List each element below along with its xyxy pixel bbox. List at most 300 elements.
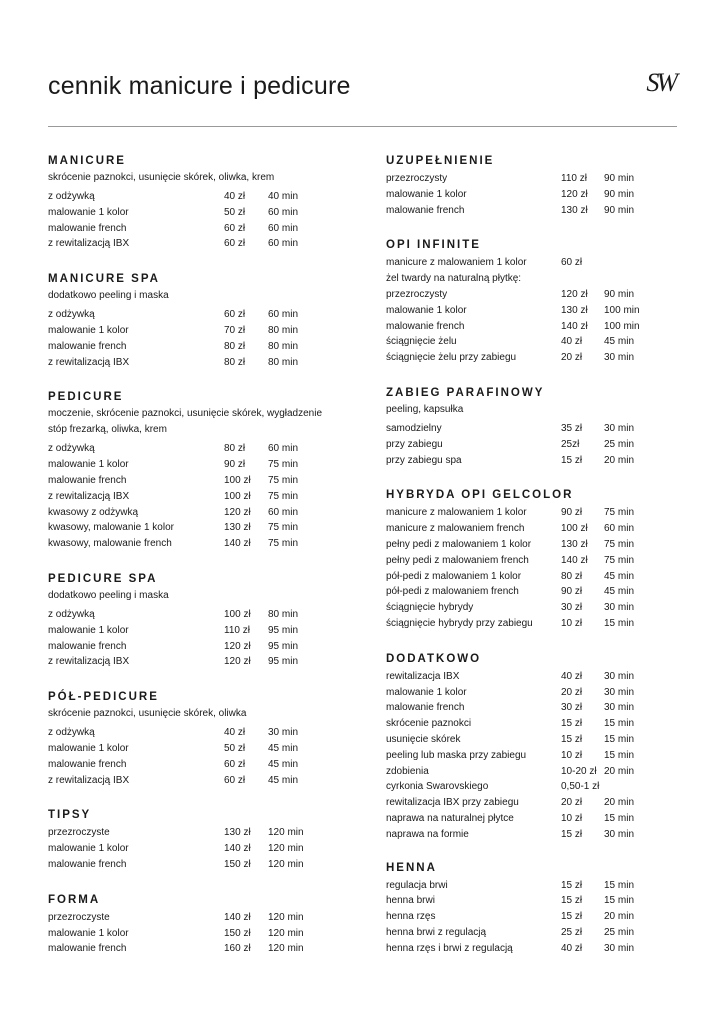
price-list: [48, 607, 328, 670]
price-row: [48, 725, 328, 741]
service-name: przezroczysty: [386, 173, 448, 184]
service-name: naprawa na formie: [386, 828, 469, 840]
service-time: 15 min: [604, 879, 635, 891]
service-time: 75 min: [268, 522, 299, 534]
price-row: [48, 741, 328, 757]
service-price: 110 zł: [224, 624, 250, 636]
price-row: [386, 537, 676, 553]
service-price: 15 zł: [561, 879, 583, 891]
price-row: [48, 339, 328, 355]
price-row: [48, 773, 328, 789]
service-price: 140 zł: [561, 320, 588, 332]
service-price: 25 zł: [561, 926, 583, 938]
service-price: 30 zł: [561, 702, 583, 714]
service-name: malowanie french: [48, 943, 127, 955]
service-time: 75 min: [268, 490, 299, 502]
service-name: z odżywką: [48, 443, 95, 455]
service-time: 75 min: [604, 554, 635, 566]
price-row: [48, 757, 328, 773]
service-price: 40 zł: [224, 727, 246, 739]
section-uzupelnienie: [386, 154, 676, 218]
service-name: regulacja brwi: [386, 879, 448, 891]
service-time: 15 min: [604, 617, 635, 629]
brand-logo: SW: [646, 68, 675, 97]
service-time: 75 min: [604, 538, 635, 550]
service-time: 95 min: [268, 624, 299, 636]
price-list: [48, 825, 328, 872]
service-price: 15 zł: [561, 454, 583, 466]
service-time: 30 min: [604, 686, 635, 698]
service-price: 130 zł: [561, 304, 588, 316]
service-time: 100 min: [604, 320, 640, 332]
service-time: 100 min: [604, 304, 640, 316]
price-list: [48, 307, 328, 370]
price-row: [48, 355, 328, 371]
service-price: 120 zł: [561, 288, 588, 300]
price-row: [386, 795, 676, 811]
service-name: rewitalizacja IBX przy zabiegu: [386, 797, 519, 809]
service-price: 35 zł: [561, 422, 583, 434]
service-price: 130 zł: [224, 522, 251, 534]
service-price: 10 zł: [561, 749, 583, 761]
service-time: 80 min: [268, 608, 299, 620]
service-time: 25 min: [604, 438, 635, 450]
price-row: [48, 189, 328, 205]
service-name: pół-pedi z malowaniem french: [386, 586, 519, 598]
price-row: [386, 878, 676, 894]
price-row: [386, 334, 676, 350]
price-row: [386, 553, 676, 569]
section-description: dodatkowo peeling i maska: [48, 589, 169, 601]
section-opi-infinite: [386, 238, 676, 366]
service-price: [561, 271, 604, 287]
service-name: malowanie 1 kolor: [48, 843, 129, 855]
service-time: 30 min: [604, 352, 635, 364]
price-row: [386, 453, 676, 469]
service-name: pełny pedi z malowaniem french: [386, 554, 529, 566]
service-name: manicure z malowaniem 1 kolor: [386, 257, 527, 269]
service-name: malowanie 1 kolor: [386, 686, 467, 698]
price-row: [386, 764, 676, 780]
service-name: przy zabiegu: [386, 438, 443, 450]
service-name: malowanie 1 kolor: [48, 624, 129, 636]
service-price: 120 zł: [224, 506, 251, 518]
price-row: [48, 520, 328, 536]
section-description: dodatkowo peeling i maska: [48, 290, 169, 302]
service-time: 80 min: [268, 356, 299, 368]
service-name: peeling lub maska przy zabiegu: [386, 749, 527, 761]
section-title: HENNA: [386, 861, 437, 874]
service-name: z rewitalizacją IBX: [48, 238, 130, 250]
price-row: [48, 236, 328, 252]
service-time: 120 min: [268, 927, 304, 939]
service-name: henna rzęs: [386, 911, 436, 923]
price-row: [386, 171, 676, 187]
service-price: 80 zł: [224, 356, 246, 368]
service-price: 40 zł: [561, 942, 583, 954]
service-name: pół-pedi z malowaniem 1 kolor: [386, 570, 522, 582]
price-row: [386, 827, 676, 843]
service-name: malowanie french: [48, 758, 127, 770]
service-time: 15 min: [604, 718, 635, 730]
service-time: 30 min: [604, 702, 635, 714]
price-row: [386, 600, 676, 616]
service-price: 140 zł: [224, 538, 251, 550]
service-time: 120 min: [268, 827, 304, 839]
section-title: MANICURE: [48, 155, 126, 167]
price-row: [386, 287, 676, 303]
service-name: malowanie french: [48, 222, 127, 234]
price-list: [386, 878, 676, 957]
service-price: 100 zł: [224, 608, 251, 620]
service-name: z odżywką: [48, 608, 95, 620]
service-name: przy zabiegu spa: [386, 454, 462, 466]
service-time: 95 min: [268, 656, 299, 668]
service-name: malowanie french: [386, 320, 465, 332]
price-row: [386, 255, 676, 271]
service-price: 120 zł: [561, 188, 588, 200]
service-name: kwasowy, malowanie 1 kolor: [48, 522, 174, 534]
service-name: malowanie 1 kolor: [386, 188, 467, 200]
service-name: kwasowy z odżywką: [48, 506, 139, 518]
service-price: 40 zł: [561, 670, 583, 682]
price-list: [386, 421, 676, 468]
service-name: malowanie 1 kolor: [48, 459, 129, 471]
price-row: [48, 825, 328, 841]
price-list: [48, 725, 328, 788]
service-time: 30 min: [604, 422, 635, 434]
price-row: [48, 639, 328, 655]
service-price: 100 zł: [224, 490, 251, 502]
section-title: ZABIEG PARAFINOWY: [386, 386, 545, 399]
service-price: 150 zł: [224, 927, 251, 939]
price-row: [386, 569, 676, 585]
service-name: z rewitalizacją IBX: [48, 774, 130, 786]
service-name: kwasowy, malowanie french: [48, 538, 172, 550]
service-price: 15 zł: [561, 718, 583, 730]
service-price: 10 zł: [561, 617, 583, 629]
service-name: cyrkonia Swarovskiego: [386, 781, 489, 793]
price-row: [386, 187, 676, 203]
service-time: 120 min: [268, 843, 304, 855]
service-name: malowanie french: [386, 204, 465, 216]
service-name: malowanie 1 kolor: [48, 927, 129, 939]
service-time: 90 min: [604, 288, 635, 300]
service-name: żel twardy na naturalną płytkę:: [386, 273, 522, 285]
service-time: 60 min: [268, 238, 299, 250]
price-list: [48, 189, 328, 252]
service-price: 130 zł: [561, 204, 588, 216]
service-name: samodzielny: [386, 422, 442, 434]
service-price: 40 zł: [224, 191, 246, 202]
service-price: 120 zł: [224, 640, 251, 652]
service-name: usunięcie skórek: [386, 733, 461, 745]
service-time: 60 min: [268, 506, 299, 518]
service-time: 75 min: [268, 474, 299, 486]
service-price: 50 zł: [224, 206, 246, 218]
price-row: [386, 421, 676, 437]
service-name: z odżywką: [48, 727, 95, 739]
section-forma: [48, 893, 328, 957]
section-manicure-spa: [48, 272, 328, 370]
service-name: henna brwi z regulacją: [386, 926, 487, 938]
service-time: 15 min: [604, 733, 635, 745]
section-pedicure-spa: [48, 572, 328, 670]
service-price: 150 zł: [224, 858, 251, 870]
service-price: 130 zł: [561, 538, 588, 550]
service-time: 20 min: [604, 797, 635, 809]
service-time: 120 min: [268, 911, 304, 923]
price-row: [386, 893, 676, 909]
service-time: 60 min: [268, 222, 299, 234]
service-price: 0,50-1 zł: [561, 781, 600, 793]
service-time: 60 min: [604, 523, 635, 535]
price-row: [48, 841, 328, 857]
service-name: ściągnięcie żelu przy zabiegu: [386, 352, 517, 364]
service-price: 140 zł: [224, 911, 251, 923]
price-row: [48, 441, 328, 457]
service-time: 75 min: [268, 459, 299, 471]
service-time: 45 min: [268, 758, 299, 770]
service-name: manicure z malowaniem 1 kolor: [386, 507, 527, 519]
service-name: malowanie 1 kolor: [48, 324, 129, 336]
service-time: 60 min: [268, 309, 299, 321]
service-name: przezroczyste: [48, 827, 110, 839]
service-price: 80 zł: [224, 443, 246, 455]
service-time: 120 min: [268, 943, 304, 955]
service-name: malowanie french: [48, 858, 127, 870]
price-row: [48, 654, 328, 670]
service-time: 30 min: [268, 727, 299, 739]
price-row: [48, 505, 328, 521]
price-row: [386, 203, 676, 219]
service-time: 25 min: [604, 926, 635, 938]
section-title: PEDICURE: [48, 391, 124, 404]
service-price: 90 zł: [224, 459, 246, 471]
service-price: 60 zł: [224, 774, 246, 786]
price-row: [386, 779, 676, 795]
service-name: przezroczysty: [386, 288, 448, 300]
service-time: 30 min: [604, 670, 635, 682]
price-list: [386, 505, 676, 631]
service-price: 60 zł: [561, 257, 583, 269]
service-name: malowanie french: [386, 702, 465, 714]
service-time: 15 min: [604, 895, 635, 907]
price-list: [48, 910, 328, 957]
service-price: 120 zł: [224, 656, 251, 668]
price-row: [48, 607, 328, 623]
price-row: [48, 457, 328, 473]
service-price: 10-20 zł: [561, 765, 597, 777]
price-row: [386, 350, 676, 366]
service-price: 160 zł: [224, 943, 251, 955]
price-row: [386, 685, 676, 701]
price-row: [48, 489, 328, 505]
price-row: [386, 716, 676, 732]
service-time: 120 min: [268, 858, 304, 870]
service-time: 75 min: [268, 538, 299, 550]
service-price: 130 zł: [224, 827, 251, 839]
price-row: [386, 521, 676, 537]
service-time: 90 min: [604, 188, 635, 200]
section-description: peeling, kapsułka: [386, 403, 464, 415]
section-description: skrócenie paznokci, usunięcie skórek, oliwka, krem: [48, 172, 275, 183]
service-price: 20 zł: [561, 686, 583, 698]
service-name: manicure z malowaniem french: [386, 523, 525, 535]
service-price: 15 zł: [561, 828, 583, 840]
service-name: skrócenie paznokci: [386, 718, 472, 730]
service-time: [604, 779, 664, 795]
service-name: ściągnięcie hybrydy: [386, 602, 474, 614]
section-title: TIPSY: [48, 809, 92, 822]
service-time: 30 min: [604, 942, 635, 954]
service-price: 60 zł: [224, 309, 246, 321]
price-row: [48, 323, 328, 339]
service-price: 70 zł: [224, 324, 246, 336]
service-time: 45 min: [604, 570, 635, 582]
service-time: 20 min: [604, 911, 635, 923]
price-row: [48, 910, 328, 926]
service-price: 60 zł: [224, 238, 246, 250]
service-price: 100 zł: [561, 523, 588, 535]
service-name: ściągnięcie żelu: [386, 336, 457, 348]
section-description: skrócenie paznokci, usunięcie skórek, oliwka: [48, 708, 247, 720]
price-list: [386, 669, 676, 843]
service-time: 60 min: [268, 206, 299, 218]
section-manicure: [48, 154, 328, 252]
service-price: 30 zł: [561, 602, 583, 614]
service-price: 140 zł: [224, 843, 251, 855]
section-hybryda-opi-gelcolor: [386, 488, 676, 631]
service-price: 40 zł: [561, 336, 583, 348]
service-name: przezroczyste: [48, 911, 110, 923]
service-time: 30 min: [604, 602, 635, 614]
service-price: 110 zł: [561, 173, 587, 184]
price-row: [48, 623, 328, 639]
right-column: [386, 154, 676, 956]
service-price: 60 zł: [224, 222, 246, 234]
service-time: 45 min: [268, 774, 299, 786]
service-name: naprawa na naturalnej płytce: [386, 812, 514, 824]
service-name: z odżywką: [48, 309, 95, 321]
left-column: [48, 154, 328, 957]
section-title: MANICURE SPA: [48, 273, 160, 286]
section-title: UZUPEŁNIENIE: [386, 155, 495, 167]
price-row: [386, 271, 676, 287]
price-row: [48, 221, 328, 237]
price-row: [386, 505, 676, 521]
service-name: ściągnięcie hybrydy przy zabiegu: [386, 617, 533, 629]
service-name: henna rzęs i brwi z regulacją: [386, 942, 513, 954]
section-title: PÓŁ-PEDICURE: [48, 691, 159, 704]
service-name: z rewitalizacją IBX: [48, 490, 130, 502]
price-row: [386, 584, 676, 600]
section-tipsy: [48, 808, 328, 872]
service-time: 60 min: [268, 443, 299, 455]
service-name: z rewitalizacją IBX: [48, 656, 130, 668]
page-title: cennik manicure i pedicure: [48, 72, 351, 100]
service-price: 15 zł: [561, 895, 583, 907]
price-list: [386, 171, 676, 218]
price-row: [386, 700, 676, 716]
service-price: 15 zł: [561, 911, 583, 923]
service-time: 95 min: [268, 640, 299, 652]
service-price: 90 zł: [561, 507, 583, 519]
price-row: [48, 536, 328, 552]
price-row: [48, 926, 328, 942]
price-list: [386, 255, 676, 366]
section-title: DODATKOWO: [386, 652, 482, 665]
service-time: 90 min: [604, 173, 635, 184]
service-name: z rewitalizacją IBX: [48, 356, 130, 368]
service-name: malowanie 1 kolor: [48, 206, 129, 218]
service-price: 140 zł: [561, 554, 588, 566]
service-name: z odżywką: [48, 191, 95, 202]
section-title: HYBRYDA OPI GELCOLOR: [386, 489, 574, 502]
price-row: [48, 857, 328, 873]
service-time: 80 min: [268, 340, 299, 352]
price-row: [386, 319, 676, 335]
price-row: [48, 307, 328, 323]
price-row: [386, 925, 676, 941]
service-name: malowanie 1 kolor: [48, 742, 129, 754]
service-price: 25zł: [561, 438, 580, 450]
section-pedicure: [48, 390, 328, 552]
price-row: [48, 205, 328, 221]
section-dodatkowo: [386, 652, 676, 843]
service-time: [604, 255, 664, 271]
service-price: 100 zł: [224, 474, 251, 486]
price-row: [48, 473, 328, 489]
price-row: [386, 669, 676, 685]
service-name: rewitalizacja IBX: [386, 670, 460, 682]
price-row: [386, 811, 676, 827]
header-divider: [48, 126, 677, 127]
price-row: [386, 437, 676, 453]
price-row: [386, 909, 676, 925]
service-name: zdobienia: [386, 765, 429, 777]
service-time: 20 min: [604, 765, 635, 777]
price-list: [48, 441, 328, 552]
service-time: 90 min: [604, 204, 635, 216]
service-price: 15 zł: [561, 733, 583, 745]
service-price: 60 zł: [224, 758, 246, 770]
price-row: [386, 748, 676, 764]
section-description: moczenie, skrócenie paznokci, usunięcie skórek, wygładzenie stóp frezarką, oliwka, krem: [48, 408, 323, 436]
service-price: 80 zł: [561, 570, 583, 582]
service-time: 20 min: [604, 454, 635, 466]
service-time: 45 min: [604, 586, 635, 598]
service-time: 40 min: [268, 191, 299, 202]
service-price: 10 zł: [561, 812, 583, 824]
section-title: PEDICURE SPA: [48, 572, 158, 585]
service-name: malowanie french: [48, 340, 127, 352]
service-price: 20 zł: [561, 797, 583, 809]
service-name: malowanie french: [48, 640, 127, 652]
service-name: henna brwi: [386, 895, 435, 907]
price-row: [386, 732, 676, 748]
price-row: [386, 941, 676, 957]
service-time: 30 min: [604, 828, 635, 840]
service-time: 45 min: [268, 742, 299, 754]
section-title: OPI INFINITE: [386, 239, 481, 252]
section-henna: [386, 861, 676, 957]
price-row: [386, 616, 676, 632]
service-price: 90 zł: [561, 586, 583, 598]
price-row: [48, 941, 328, 957]
section-title: FORMA: [48, 893, 101, 906]
service-time: [604, 271, 664, 287]
